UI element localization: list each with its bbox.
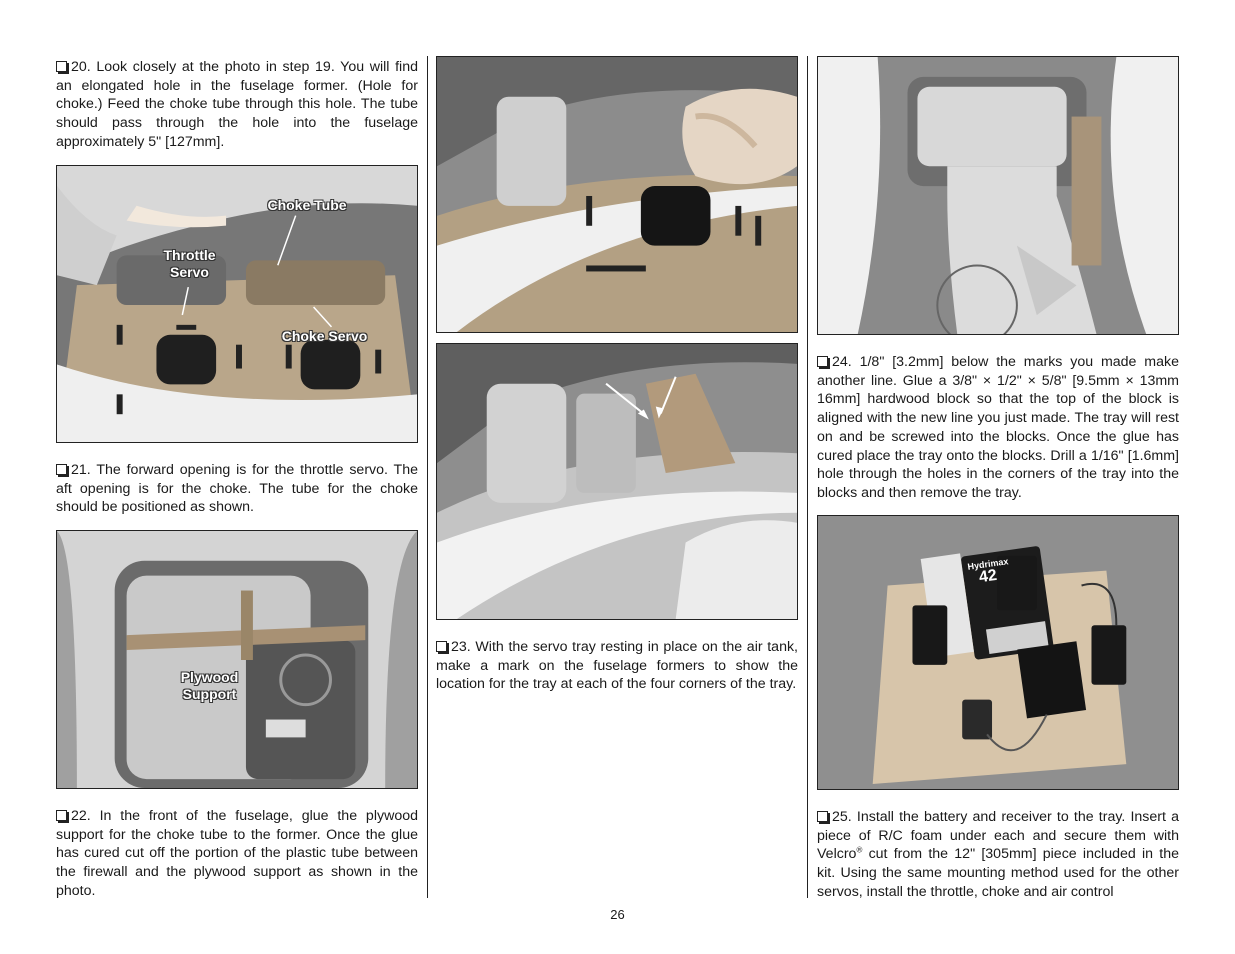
checkbox-icon[interactable] (56, 464, 67, 475)
photo-step-20 (56, 165, 418, 443)
photo-step-21 (56, 530, 418, 789)
checkbox-icon[interactable] (817, 356, 828, 367)
column-1-bottom (56, 807, 418, 901)
column-1 (56, 56, 418, 152)
step-22: 22. In the front of the fuselage, glue the plywood support for the choke tube to the former. Once the glue has cured cut off the portion of the plastic tube between the firewall and the plywood support as shown in the photo. (56, 808, 418, 899)
column-2-bottom (436, 638, 798, 694)
label-throttle-servo: Throttle Servo (163, 247, 216, 280)
checkbox-icon[interactable] (56, 61, 67, 72)
page-number: 26 (610, 907, 625, 922)
column-3-bottom (817, 808, 1179, 902)
photo-step-24 (817, 515, 1179, 790)
photo-step-22 (436, 56, 798, 333)
photo-step-23b (817, 56, 1179, 335)
step-21: 21. The forward opening is for the throttle servo. The aft opening is for the choke. The tube for the choke should be positioned as shown. (56, 462, 419, 516)
checkbox-icon[interactable] (817, 811, 828, 822)
column-3-mid (817, 353, 1179, 503)
step-25: 25. Install the battery and receiver to the tray. Insert a piece of R/C foam under each and secure them with Velcro® cut from the 12" [305mm] piece included in the kit. Using the same mounting method used for the other servos, install the throttle, choke and air control (817, 809, 1179, 900)
label-plywood-support: Plywood Support (180, 669, 239, 702)
step-20: 20. Look closely at the photo in step 19. You will find an elongated hole in the fuselage former. (Hole for choke.) Feed the choke tube through this hole. The tube should pass through the hole into the fuselage approximately 5" [127mm]. (56, 59, 418, 150)
step-24: 24. 1/8" [3.2mm] below the marks you made make another line. Glue a 3/8" × 1/2" × 5/8" [9.5mm × 13mm 16mm] hardwood block so that the top of the block is aligned with the new line you just made. The tray will rest on and be screwed into the blocks. Once the glue has cured place the tray onto the blocks. Drill a 1/16" [1.6mm] hole through the holes in the corners of the tray into the blocks and then remove the tray. (817, 354, 1179, 501)
column-1-mid (56, 461, 418, 517)
checkbox-icon[interactable] (436, 641, 447, 652)
label-choke-servo: Choke Servo (281, 328, 368, 344)
photo-step-23 (436, 343, 798, 620)
column-divider-1 (427, 56, 428, 898)
column-divider-2 (807, 56, 808, 898)
battery-brand-text: Hydrimax (966, 556, 1009, 572)
step-23: 23. With the servo tray resting in place on the air tank, make a mark on the fuselage formers to show the location for the tray at each of the four corners of the tray. (436, 639, 798, 693)
battery-capacity-text: 42 (977, 566, 998, 587)
checkbox-icon[interactable] (56, 810, 67, 821)
label-choke-tube: Choke Tube (267, 197, 347, 213)
